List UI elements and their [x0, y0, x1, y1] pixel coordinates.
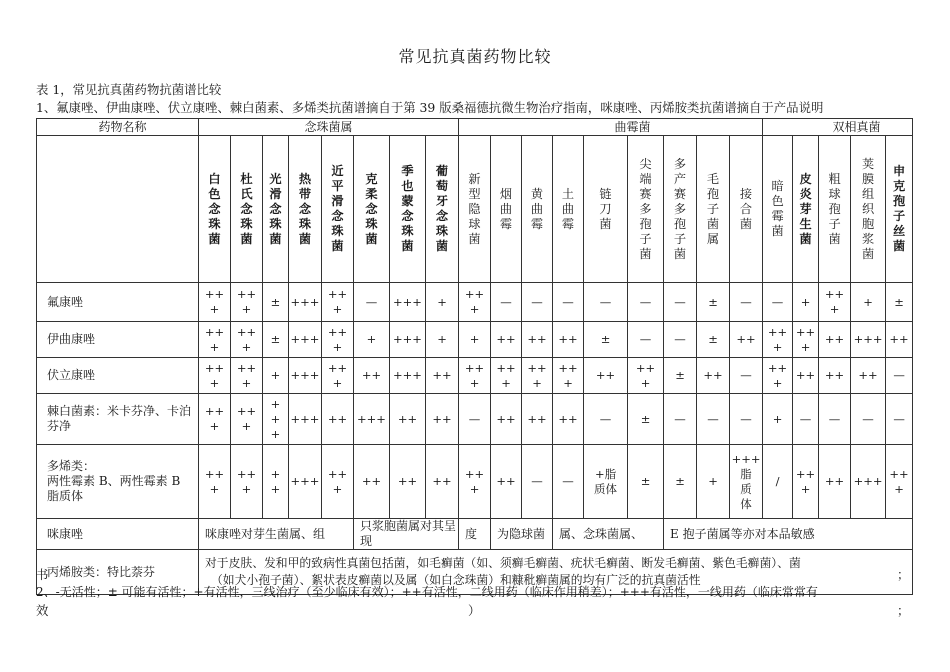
activity-cell: ++ +	[322, 283, 354, 322]
activity-cell: +++	[354, 394, 390, 445]
footer-book: 书	[36, 567, 49, 582]
activity-cell: ±	[263, 283, 289, 322]
activity-cell: ++	[522, 322, 553, 358]
activity-cell: +	[354, 322, 390, 358]
species-header-cell	[697, 136, 730, 283]
table-row	[37, 358, 913, 394]
species-header-cell	[390, 136, 426, 283]
species-name: 葡萄牙念珠菌	[435, 164, 449, 253]
allylamine-text-line-1: 对于皮肤、发和甲的致病性真菌包括菌，如毛癣菌（如、须癣毛癣菌、疣状毛癣菌、断发毛癣菌、紫色毛癣菌）、菌	[205, 556, 801, 570]
species-name: 杜氏念珠菌	[240, 171, 253, 246]
activity-cell: ++ +	[199, 358, 231, 394]
activity-cell: —	[730, 283, 763, 322]
legend-note-end: 效	[36, 603, 49, 618]
species-header-cell	[426, 136, 459, 283]
activity-cell: ++ +	[459, 445, 491, 519]
activity-cell: +	[793, 283, 819, 322]
activity-cell: ++ +	[793, 322, 819, 358]
activity-cell: —	[886, 394, 913, 445]
activity-cell: ++	[522, 394, 553, 445]
activity-cell: ±	[263, 322, 289, 358]
species-name: 暗色霉菌	[771, 179, 784, 238]
activity-cell: ±	[697, 322, 730, 358]
activity-cell: ++	[851, 358, 886, 394]
species-header-row	[37, 136, 913, 283]
activity-cell: —	[522, 283, 553, 322]
activity-cell: +++	[289, 322, 322, 358]
activity-cell: +	[426, 322, 459, 358]
species-name: 克柔念珠菌	[365, 171, 378, 246]
activity-cell: —	[793, 394, 819, 445]
species-name: 季也蒙念珠菌	[401, 164, 414, 253]
activity-cell: +	[263, 358, 289, 394]
activity-cell: ++	[697, 358, 730, 394]
activity-cell: —	[459, 394, 491, 445]
activity-cell: ++ +	[231, 445, 263, 519]
activity-cell: —	[491, 283, 522, 322]
activity-cell: —	[628, 322, 664, 358]
table-caption: 表 1，常见抗真菌药物抗菌谱比较	[36, 82, 222, 97]
species-header-cell	[553, 136, 584, 283]
activity-cell: —	[553, 283, 584, 322]
species-header-cell	[522, 136, 553, 283]
activity-cell: ++	[553, 322, 584, 358]
activity-cell: —	[763, 283, 793, 322]
activity-cell: ++	[553, 394, 584, 445]
antifungal-table	[36, 118, 913, 595]
table-row	[37, 445, 913, 519]
activity-cell: ±	[664, 358, 697, 394]
species-name: 链刀菌	[599, 186, 612, 231]
species-name: 皮炎芽生菌	[799, 171, 812, 246]
activity-cell: ++ +	[522, 358, 553, 394]
activity-cell: ++ +	[322, 445, 354, 519]
species-header-cell	[459, 136, 491, 283]
activity-cell: ++ +	[763, 358, 793, 394]
activity-cell: +	[763, 394, 793, 445]
activity-cell: ++	[491, 445, 522, 519]
species-header-cell	[263, 136, 289, 283]
activity-cell: +++	[390, 322, 426, 358]
activity-cell: + + +	[263, 394, 289, 445]
species-header-cell	[664, 136, 697, 283]
activity-cell: —	[851, 394, 886, 445]
page-title: 常见抗真菌药物比较	[398, 47, 552, 66]
species-header-cell	[763, 136, 793, 283]
activity-cell: ++	[426, 358, 459, 394]
species-header-cell	[628, 136, 664, 283]
activity-cell: +++	[289, 394, 322, 445]
activity-cell: ++	[491, 394, 522, 445]
species-header-cell	[793, 136, 819, 283]
legend-note-paren: ）	[468, 603, 481, 618]
activity-cell: —	[628, 283, 664, 322]
activity-cell: ±	[628, 445, 664, 519]
drug-name-cell: 多烯类： 两性霉素 B、两性霉素 B 脂质体	[37, 445, 199, 519]
activity-cell: ±	[886, 283, 913, 322]
activity-cell: ++	[354, 445, 390, 519]
species-header-cell	[322, 136, 354, 283]
species-name: 申克孢子丝菌	[892, 164, 906, 253]
activity-cell: —	[819, 394, 851, 445]
species-name: 近平滑念珠菌	[331, 164, 344, 253]
activity-cell: ++ +	[886, 445, 913, 519]
species-name: 新型隐球菌	[468, 171, 481, 246]
activity-cell: ++ +	[491, 358, 522, 394]
table-row	[37, 394, 913, 445]
activity-cell: —	[664, 283, 697, 322]
allylamine-label: 丙烯胺类：特比萘芬	[37, 550, 199, 595]
activity-cell: ++	[584, 358, 628, 394]
activity-cell: ++ +	[199, 283, 231, 322]
activity-cell: ++	[322, 394, 354, 445]
activity-cell: ++ +	[763, 322, 793, 358]
activity-cell: +	[459, 322, 491, 358]
species-header-cell	[584, 136, 628, 283]
species-header-cell	[289, 136, 322, 283]
activity-cell: ++	[730, 322, 763, 358]
activity-cell: ++	[819, 322, 851, 358]
activity-cell: ±	[584, 322, 628, 358]
activity-cell: ++	[819, 445, 851, 519]
dimorphic-group-header: 双相真菌	[763, 119, 913, 136]
source-note: 1、氟康唑、伊曲康唑、伏立康唑、棘白菌素、多烯类抗菌谱摘自于第 39 版桑福德抗微生物治疗指南，咪康唑、丙烯胺类抗菌谱摘自于产品说明	[36, 100, 824, 115]
activity-cell: —	[553, 445, 584, 519]
activity-cell: + +	[263, 445, 289, 519]
activity-cell: ++ +	[231, 283, 263, 322]
candida-group-header: 念珠菌属	[199, 119, 459, 136]
activity-cell: +	[851, 283, 886, 322]
activity-cell: ++ +	[553, 358, 584, 394]
drug-name-cell: 伊曲康唑	[37, 322, 199, 358]
activity-cell: ±	[697, 283, 730, 322]
species-name: 光滑念珠菌	[269, 171, 282, 246]
species-name: 白色念珠菌	[208, 171, 221, 246]
miconazole-text-5: 属、念珠菌属、	[553, 519, 664, 550]
species-name: 粗球孢子菌	[828, 171, 841, 246]
miconazole-text-3: 度	[459, 519, 491, 550]
species-header-cell	[491, 136, 522, 283]
activity-cell: ++ +	[628, 358, 664, 394]
species-name: 接合菌	[739, 186, 753, 231]
species-header-cell	[886, 136, 913, 283]
activity-cell: +++	[390, 283, 426, 322]
activity-cell: +++	[851, 322, 886, 358]
species-name: 土曲霉	[561, 186, 575, 231]
miconazole-text-4: 为隐球菌	[491, 519, 553, 550]
activity-cell: —	[354, 283, 390, 322]
activity-cell: +	[697, 445, 730, 519]
activity-cell: —	[730, 394, 763, 445]
table-row	[37, 283, 913, 322]
legend-note: 2、-无活性；± 可能有活性；+有活性，三线治疗（至少临床有效）；++有活性，二线用药（临床作用稍差）；+++有活性，一线用药（临床常常有	[36, 585, 818, 599]
species-header-cell	[819, 136, 851, 283]
activity-cell: ++	[491, 322, 522, 358]
species-header-cell	[199, 136, 231, 283]
activity-cell: —	[584, 283, 628, 322]
activity-cell: —	[730, 358, 763, 394]
activity-cell: ++	[426, 394, 459, 445]
activity-cell: ++	[886, 322, 913, 358]
activity-cell: +	[426, 283, 459, 322]
activity-cell: —	[697, 394, 730, 445]
activity-cell: ++ +	[459, 283, 491, 322]
species-header-cell	[730, 136, 763, 283]
activity-cell: ++ +	[199, 322, 231, 358]
species-name: 烟曲霉	[499, 186, 513, 231]
drug-name-cell: 伏立康唑	[37, 358, 199, 394]
activity-cell: —	[664, 394, 697, 445]
activity-cell: ++ +	[322, 358, 354, 394]
activity-cell: ++ +	[231, 322, 263, 358]
drug-name-cell: 氟康唑	[37, 283, 199, 322]
activity-cell: ++ +	[199, 445, 231, 519]
activity-cell: ++ +	[819, 283, 851, 322]
activity-cell: +++	[289, 358, 322, 394]
species-name: 毛孢子菌属	[706, 171, 720, 246]
miconazole-text-1: 咪康唑对芽生菌属、组	[199, 519, 354, 550]
activity-cell: ++ +	[231, 394, 263, 445]
activity-cell: ++	[354, 358, 390, 394]
species-header-cell	[354, 136, 390, 283]
species-name: 热带念珠菌	[298, 171, 312, 246]
species-header-cell	[851, 136, 886, 283]
activity-cell: ±	[664, 445, 697, 519]
miconazole-text-2: 只浆胞菌属对其呈现	[354, 519, 459, 550]
miconazole-text-6: E 抱子菌属等亦对本品敏感	[664, 519, 913, 550]
activity-cell: —	[886, 358, 913, 394]
activity-cell: +++ 脂 质 体	[730, 445, 763, 519]
activity-cell: +脂 质体	[584, 445, 628, 519]
drug-name-cell: 棘白菌素：米卡芬净、卡泊芬净	[37, 394, 199, 445]
species-name: 多产赛多孢子菌	[673, 156, 687, 261]
activity-cell: ++ +	[322, 322, 354, 358]
activity-cell: +++	[289, 283, 322, 322]
species-header-cell	[231, 136, 263, 283]
activity-cell: ++ +	[793, 445, 819, 519]
activity-cell: +++	[289, 445, 322, 519]
activity-cell: ++	[390, 394, 426, 445]
activity-cell: ++	[793, 358, 819, 394]
activity-cell: ++ +	[231, 358, 263, 394]
activity-cell: ++ +	[459, 358, 491, 394]
species-name: 尖端赛多孢子菌	[639, 156, 652, 261]
activity-cell: ++	[390, 445, 426, 519]
table-row	[37, 322, 913, 358]
activity-cell: —	[664, 322, 697, 358]
footer-semicolon: ；	[897, 567, 910, 582]
drug-column-header: 药物名称	[37, 119, 199, 136]
allylamine-text-line-2: （如犬小孢子菌）、絮状表皮癣菌以及属（如白念珠菌）和糠秕癣菌属的均有广泛的抗真菌活性	[211, 573, 701, 587]
aspergillus-group-header: 曲霉菌	[459, 119, 763, 136]
activity-cell: ±	[628, 394, 664, 445]
legend-semicolon: ；	[897, 603, 910, 618]
activity-cell: ++	[426, 445, 459, 519]
activity-cell: +++	[390, 358, 426, 394]
activity-cell: —	[522, 445, 553, 519]
activity-cell: ++ +	[199, 394, 231, 445]
species-name: 黄曲霉	[530, 186, 544, 231]
activity-cell: /	[763, 445, 793, 519]
activity-cell: —	[584, 394, 628, 445]
species-name: 荚膜组织胞浆菌	[861, 156, 875, 261]
miconazole-label: 咪康唑	[37, 519, 199, 550]
activity-cell: +++	[851, 445, 886, 519]
activity-cell: ++	[819, 358, 851, 394]
